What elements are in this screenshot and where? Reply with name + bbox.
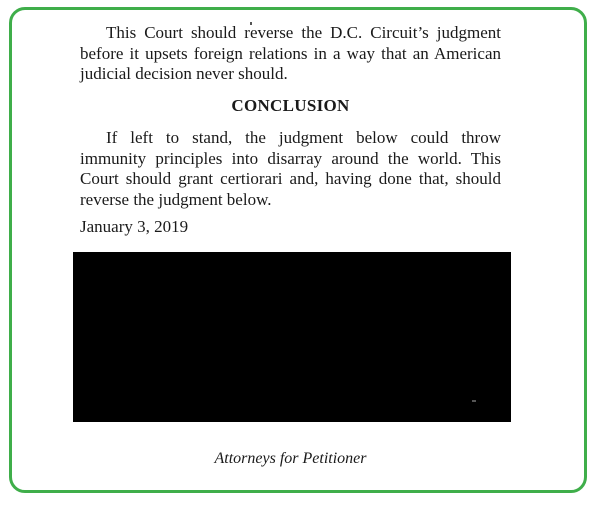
conclusion-paragraph: If left to stand, the judgment below could throw immunity principles into disarray around the world. This Court should grant certiorari and, having done that, should reverse the judgment below. [80,128,501,209]
redacted-signature-block [73,252,511,422]
filing-date: January 3, 2019 [80,217,189,236]
scan-speck [472,400,476,402]
conclusion-heading: CONCLUSION [231,96,350,115]
attorneys-caption: Attorneys for Petitioner [214,450,367,467]
argument-paragraph: This Court should reverse the D.C. Circuit’s judgment before it upsets foreign relations in a way that an American judicial decision never should. [80,23,501,83]
